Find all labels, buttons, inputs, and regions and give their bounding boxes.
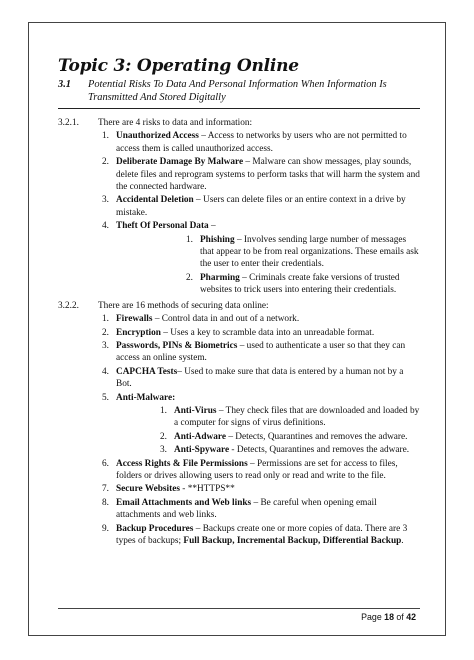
section-heading-text: Potential Risks To Data And Personal Information When Information Is Transmitted And Stored Digitally: [88, 79, 387, 103]
list-item: [102, 458, 420, 483]
list-item-text: [116, 156, 420, 193]
list-item: [160, 431, 420, 443]
list-item-term: Deliberate Damage By Malware: [116, 157, 244, 168]
list-item-term: Anti-Spyware: [174, 445, 230, 456]
list-item: [102, 340, 420, 365]
list-item-term: Accidental Deletion: [116, 195, 194, 206]
list-item-desc: – Uses a key to scramble data into an unreadable format.: [160, 327, 375, 338]
section-heading: [58, 78, 420, 104]
subsection-number: 3.2.1.: [58, 118, 79, 128]
list-item: [160, 405, 420, 430]
list-item: [102, 156, 420, 193]
list-item: [102, 130, 420, 155]
list-item: [102, 194, 420, 219]
list-item: [102, 327, 420, 339]
list-item-text: [174, 444, 420, 456]
list-item-desc: –: [208, 221, 216, 232]
list-item-number: 9.: [102, 523, 109, 534]
list-item-term: Unauthorized Access: [116, 131, 199, 142]
list-item: [160, 444, 420, 456]
list-item-text: [116, 497, 420, 522]
list-item-text: [116, 220, 420, 232]
list-item-number: 1.: [102, 314, 109, 325]
list-item-number: 1.: [186, 234, 193, 245]
list-item-term: CAPCHA Tests: [116, 366, 178, 377]
list-item-desc: – Backups create one or more copies of data. There are 3 types of backups;: [116, 523, 408, 546]
list-item-term: Backup Procedures: [116, 523, 194, 534]
list-item: [186, 272, 420, 297]
document-body: [58, 117, 420, 547]
list-item-desc: – Control data in and out of a network.: [152, 314, 300, 325]
list-item-text: [116, 392, 420, 404]
list-item-desc: – Permissions are set for access to files, folders or drives allowing users to read only or read and write to the file.: [116, 458, 398, 481]
page-content: [58, 56, 420, 547]
list-item-term: Pharming: [200, 272, 240, 283]
list-item-desc: – Criminals create fake versions of trusted websites to trick users into entering their credentials.: [200, 272, 400, 296]
list-item-term: Phishing: [200, 234, 235, 245]
list-item-number: 3.: [160, 445, 167, 456]
list-item-desc: – Users can delete files or an entire context in a drive by mistake.: [116, 195, 406, 218]
list-item-number: 5.: [102, 392, 109, 403]
list-item-text: [116, 194, 420, 219]
list-item-desc: – Detects, Quarantines and removes the adware.: [226, 431, 408, 442]
list-item-text: [200, 234, 420, 271]
footer-prefix: Page: [361, 612, 385, 622]
backup-types: Full Backup, Incremental Backup, Differential Backup: [183, 536, 402, 546]
list-item-desc: – They check files that are downloaded and loaded by a computer for signs of virus definitions.: [174, 405, 420, 429]
list-item-desc: – used to authenticate a user so that they can access an online system.: [116, 340, 406, 364]
list-item: [186, 234, 420, 271]
list-item-number: 8.: [102, 497, 109, 508]
list-item: [102, 313, 420, 325]
heading-rule: [58, 108, 420, 109]
subsection-321: [58, 117, 420, 129]
list-item-term: Anti-Adware: [174, 431, 226, 442]
list-item: [102, 483, 420, 495]
list-item-number: 3.: [102, 195, 109, 206]
list-item-term: Secure Websites: [116, 484, 180, 495]
footer-of: of: [393, 612, 407, 622]
list-item-number: 4.: [102, 221, 109, 232]
list-item-number: 2.: [186, 272, 193, 283]
subsection-intro: There are 16 methods of securing data online:: [98, 300, 269, 311]
page-footer: [361, 612, 416, 622]
list-item-desc: – Used to make sure that data is entered by a human not by a Bot.: [116, 366, 404, 390]
list-item-number: 4.: [102, 366, 109, 377]
list-item-text: [116, 523, 420, 548]
backup-end: .: [401, 536, 404, 546]
list-item-term: Email Attachments and Web links: [116, 497, 252, 508]
subsection-intro: There are 4 risks to data and information:: [98, 118, 253, 128]
list-item-term: Passwords, PINs & Biometrics: [116, 340, 238, 351]
list-item-desc: – Be careful when opening email attachments and web links.: [116, 497, 377, 521]
list-item-text: [116, 458, 420, 483]
footer-rule: [58, 608, 420, 609]
list-item-number: 7.: [102, 484, 109, 495]
current-page-number: 18: [384, 612, 394, 622]
section-number: 3.1: [58, 79, 71, 90]
list-item-desc: – Access to networks by users who are not permitted to access them is called unauthorized access.: [116, 131, 407, 154]
list-item-desc: – Malware can show messages, play sounds, delete files and reprogram systems to perform tasks that will harm the system and the connected hardware.: [116, 157, 420, 193]
list-item-number: 3.: [102, 340, 109, 351]
subsection-322: [58, 300, 420, 312]
list-item-term: Theft Of Personal Data: [116, 221, 209, 232]
page-title: Topic 3: Operating Online: [58, 56, 299, 76]
list-item-desc: - Detects, Quarantines and removes the adware.: [229, 445, 410, 456]
subsection-number: 3.2.2.: [58, 300, 79, 311]
list-item-text: [174, 431, 420, 443]
list-item: [102, 366, 420, 391]
list-item-term: Access Rights & File Permissions: [116, 458, 248, 469]
list-item-text: [200, 272, 420, 297]
list-item-text: [116, 130, 420, 155]
list-item-text: [116, 313, 420, 325]
list-item: [102, 523, 420, 548]
list-item-text: [116, 340, 420, 365]
list-item: [102, 220, 420, 232]
list-item-text: [116, 327, 420, 339]
list-item-term: Anti-Virus: [174, 405, 217, 416]
list-item-text: [116, 366, 420, 391]
list-item-number: 1.: [160, 405, 167, 416]
list-item-number: 6.: [102, 458, 109, 469]
list-item-term: Firewalls: [116, 314, 153, 325]
total-pages: 42: [406, 612, 416, 622]
list-item-term: Anti-Malware:: [116, 392, 176, 403]
list-item-text: [174, 405, 420, 430]
list-item-number: 2.: [160, 431, 167, 442]
list-item-desc: - **HTTPS**: [179, 484, 235, 495]
list-item: [102, 497, 420, 522]
list-item-number: 1.: [102, 131, 109, 142]
list-item: [102, 392, 420, 404]
list-item-number: 2.: [102, 327, 109, 338]
list-item-term: Encryption: [116, 327, 161, 338]
list-item-desc: – Involves sending large number of messages that appear to be from real organizations. These emails ask the user to enter their credentials.: [200, 234, 419, 270]
list-item-text: [116, 483, 420, 495]
list-item-number: 2.: [102, 157, 109, 168]
